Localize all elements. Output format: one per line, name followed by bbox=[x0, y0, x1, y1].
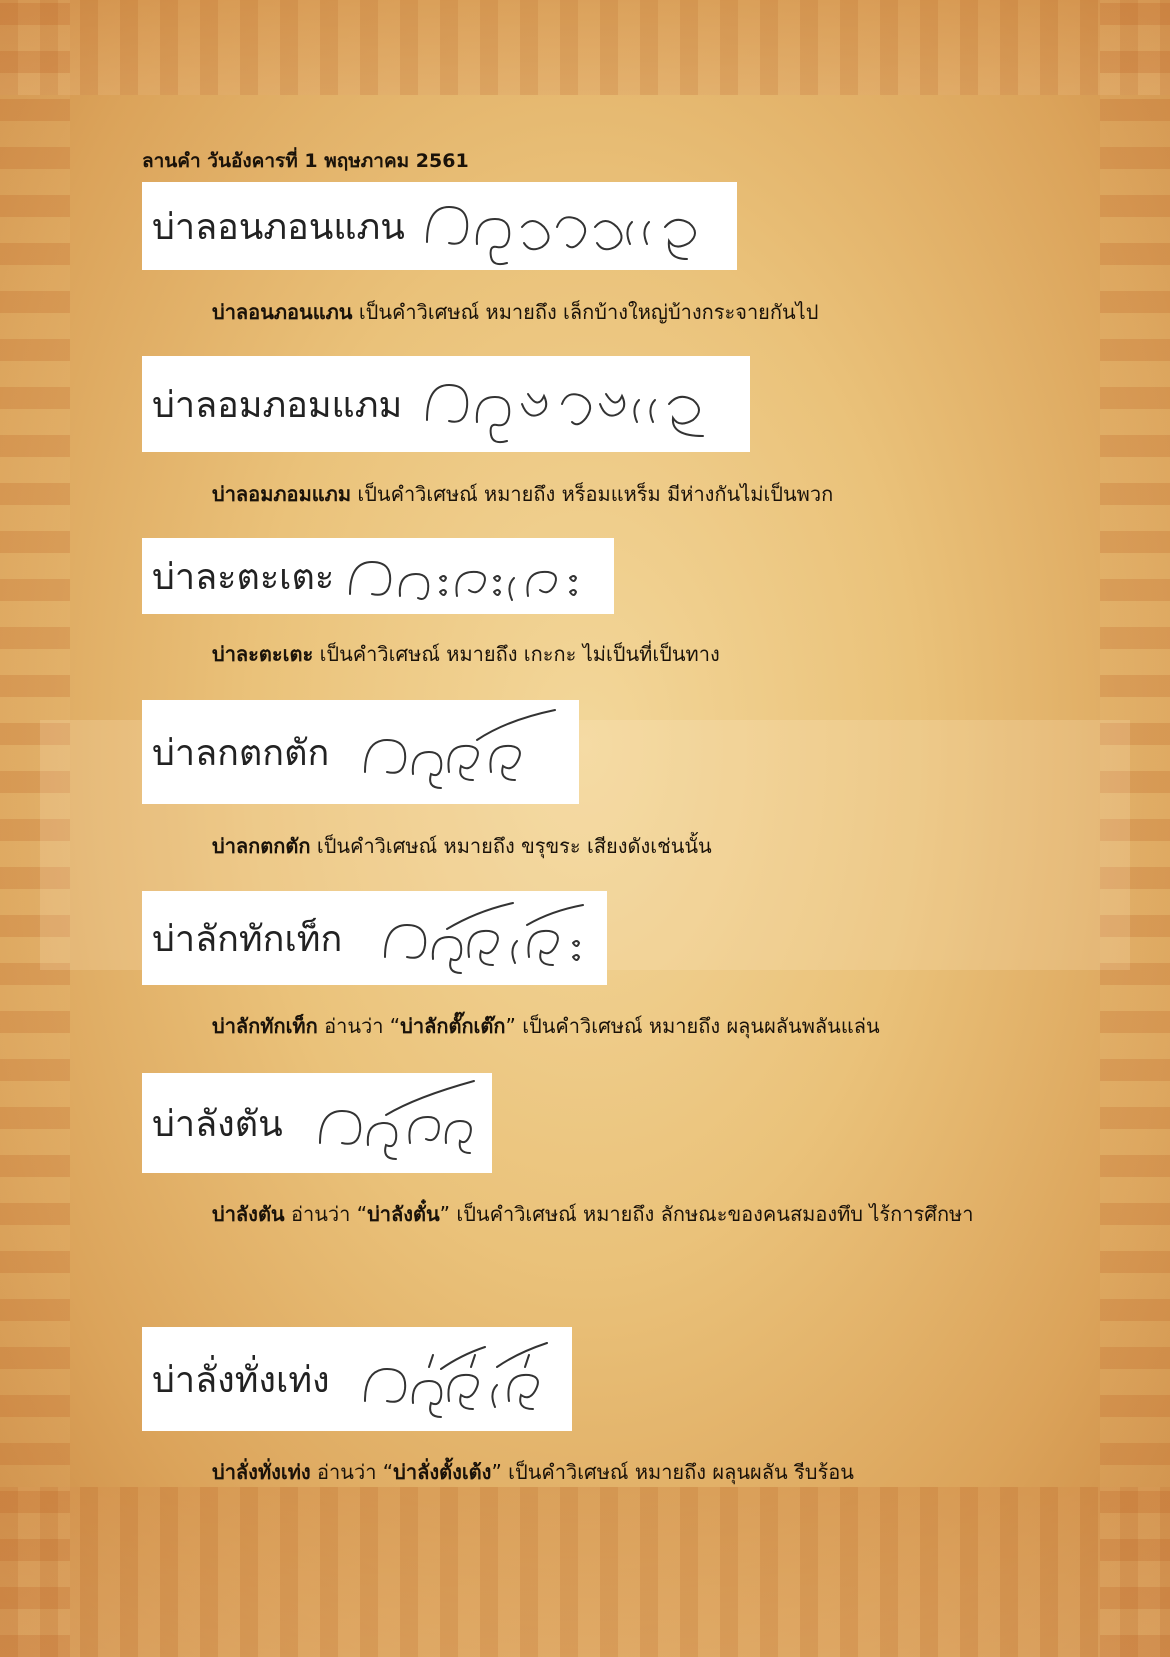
definition bbox=[212, 1198, 973, 1230]
definition bbox=[212, 638, 720, 670]
lanna-script-image bbox=[377, 891, 602, 985]
definition-text: เป็นคำวิเศษณ์ หมายถึง หร็อมแหร็ม มีห่างกันไม่เป็นพวก bbox=[351, 482, 834, 506]
definition bbox=[212, 830, 712, 862]
lanna-script-image bbox=[312, 1073, 487, 1173]
lanna-script-image bbox=[417, 356, 737, 452]
definition bbox=[212, 1456, 854, 1488]
thai-word: บ่าละตะเตะ bbox=[152, 556, 335, 598]
definition-text: เป็นคำวิเศษณ์ หมายถึง เกะกะ ไม่เป็นที่เป็นทาง bbox=[313, 642, 720, 666]
definition-text: ” เป็นคำวิเศษณ์ หมายถึง ผลุนผลัน รีบร้อน bbox=[491, 1460, 854, 1484]
definition-term: บ่าลั่งทั่งเท่ง bbox=[212, 1460, 311, 1484]
definition-text: เป็นคำวิเศษณ์ หมายถึง ขรุขระ เสียงดังเช่นนั้น bbox=[310, 834, 712, 858]
definition bbox=[212, 478, 833, 510]
word-card bbox=[142, 891, 607, 985]
definition bbox=[212, 1010, 880, 1042]
definition-mid: อ่านว่า “ bbox=[317, 1014, 401, 1038]
word-card bbox=[142, 356, 750, 452]
definition-reading: บ่าลั่งตั้งเต้ง bbox=[393, 1460, 492, 1484]
lanna-script-image bbox=[357, 700, 567, 804]
definition-term: บ่าละตะเตะ bbox=[212, 642, 314, 666]
lanna-script-image bbox=[357, 1327, 567, 1431]
word-card bbox=[142, 1327, 572, 1431]
definition-text: ” เป็นคำวิเศษณ์ หมายถึง ผลุนผลันพลันแล่น bbox=[505, 1014, 880, 1038]
definition-text: ” เป็นคำวิเศษณ์ หมายถึง ลักษณะของคนสมองทึบ ไร้การศึกษา bbox=[439, 1202, 974, 1226]
ornate-border-bottom bbox=[0, 1487, 1170, 1657]
thai-word: บ่าลกตกตัก bbox=[152, 732, 330, 774]
definition-text: เป็นคำวิเศษณ์ หมายถึง เล็กบ้างใหญ่บ้างกระจายกันไป bbox=[352, 300, 819, 324]
lanna-script-image bbox=[417, 182, 727, 270]
lanna-script-image bbox=[342, 538, 604, 614]
page-title: ลานคำ วันอังคารที่ 1 พฤษภาคม 2561 bbox=[142, 150, 469, 172]
definition-term: บ่าลอนภอนแภน bbox=[212, 300, 353, 324]
definition-term: บ่าลังตัน bbox=[212, 1202, 285, 1226]
definition-term: บ่าลักทักเท็ก bbox=[212, 1014, 318, 1038]
thai-word: บ่าลอนภอนแภน bbox=[152, 206, 405, 248]
thai-word: บ่าลังตัน bbox=[152, 1103, 283, 1145]
definition-reading: บ่าลังตั๋น bbox=[367, 1202, 440, 1226]
word-card bbox=[142, 182, 737, 270]
definition-reading: บ่าลักตั๊กเต๊ก bbox=[400, 1014, 506, 1038]
ornate-border-top bbox=[0, 0, 1170, 95]
word-card bbox=[142, 538, 614, 614]
word-card bbox=[142, 700, 579, 804]
thai-word: บ่าลักทักเท็ก bbox=[152, 918, 343, 960]
word-card bbox=[142, 1073, 492, 1173]
thai-word: บ่าลั่งทั่งเท่ง bbox=[152, 1359, 330, 1401]
thai-word: บ่าลอมภอมแภม bbox=[152, 384, 403, 426]
definition-mid: อ่านว่า “ bbox=[284, 1202, 368, 1226]
definition bbox=[212, 296, 818, 328]
definition-term: บ่าลอมภอมแภม bbox=[212, 482, 352, 506]
definition-term: บ่าลกตกตัก bbox=[212, 834, 311, 858]
definition-mid: อ่านว่า “ bbox=[310, 1460, 394, 1484]
